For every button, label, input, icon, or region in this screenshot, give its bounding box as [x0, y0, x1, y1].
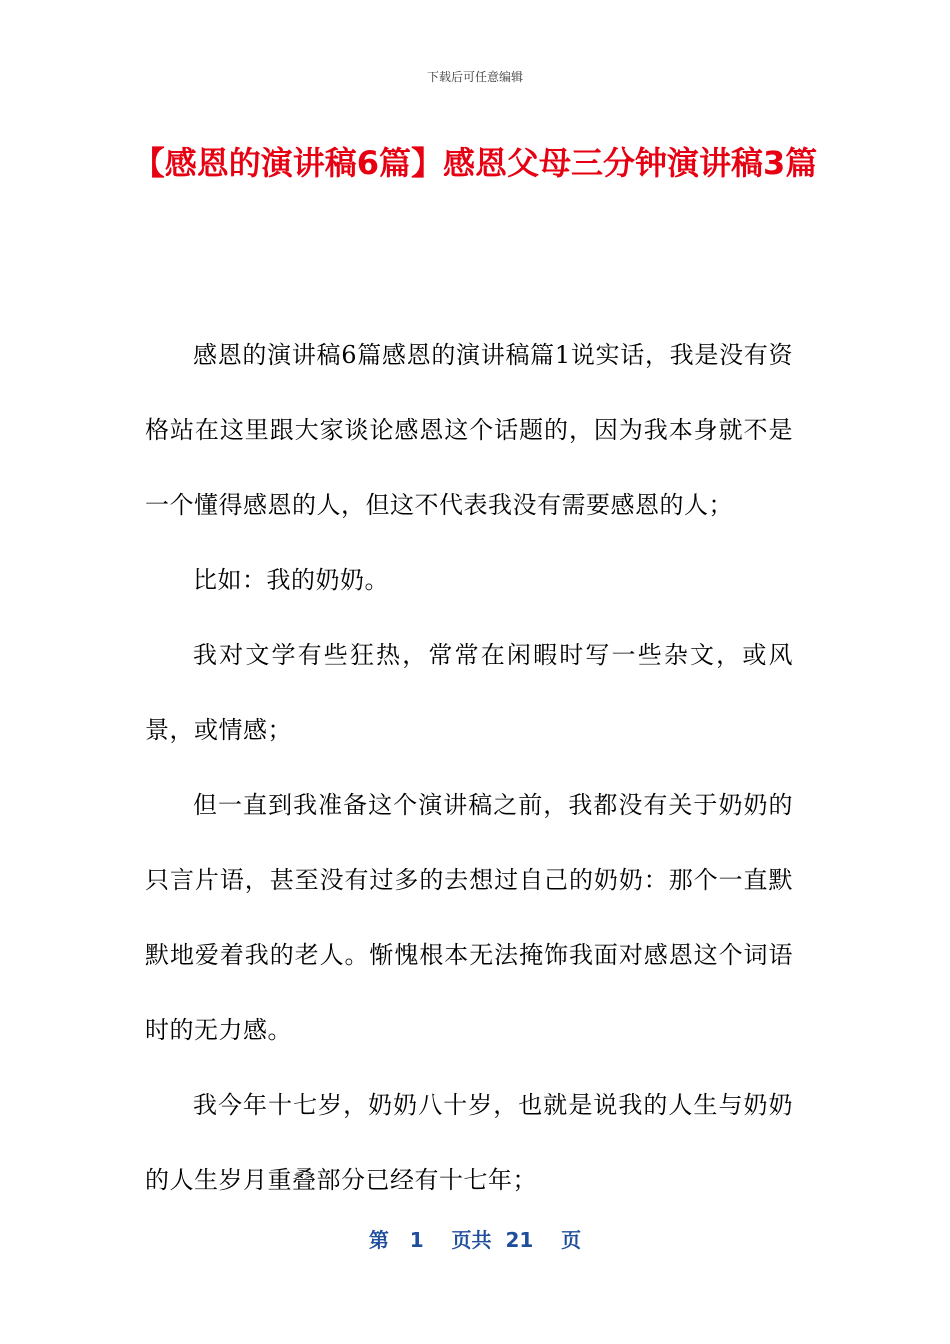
- document-body: [145, 318, 793, 1218]
- paragraph: 我今年十七岁，奶奶八十岁，也就是说我的人生与奶奶的人生岁月重叠部分已经有十七年；: [145, 1091, 793, 1194]
- footer-suffix: 页: [561, 1228, 582, 1252]
- footer-middle: 页共: [451, 1228, 492, 1252]
- footer-prefix: 第: [368, 1228, 389, 1252]
- paragraph: 我对文学有些狂热，常常在闲暇时写一些杂文，或风景，或情感；: [145, 641, 793, 744]
- page-footer: [0, 1224, 950, 1253]
- document-title: 【感恩的演讲稿6篇】感恩父母三分钟演讲稿3篇: [132, 144, 818, 182]
- footer-total-pages: 21: [505, 1228, 534, 1252]
- footer-current-page: 1: [409, 1228, 424, 1252]
- paragraph: 感恩的演讲稿6篇感恩的演讲稿篇1说实话，我是没有资格站在这里跟大家谈论感恩这个话题的，因为我本身就不是一个懂得感恩的人，但这不代表我没有需要感恩的人；: [145, 341, 793, 519]
- header-note: 下载后可任意编辑: [426, 70, 523, 84]
- paragraph: 比如：我的奶奶。: [193, 566, 389, 594]
- paragraph: 但一直到我准备这个演讲稿之前，我都没有关于奶奶的只言片语，甚至没有过多的去想过自己的奶奶：那个一直默默地爱着我的老人。惭愧根本无法掩饰我面对感恩这个词语时的无力感。: [145, 791, 793, 1044]
